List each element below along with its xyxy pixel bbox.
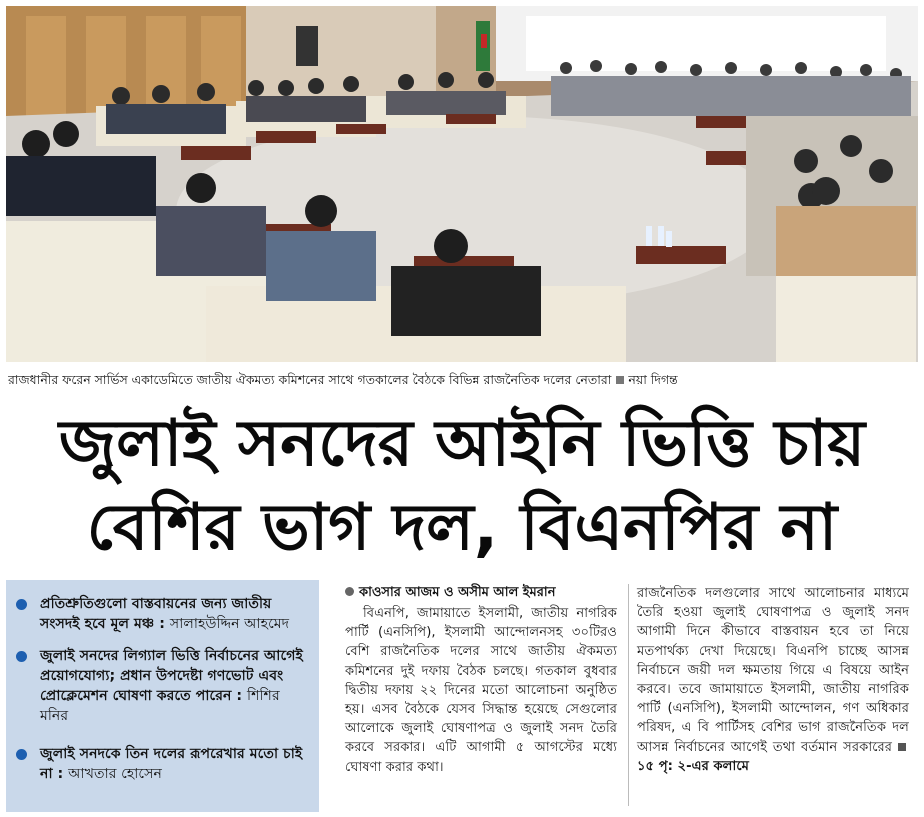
article-column-2 xyxy=(637,584,909,804)
meeting-photo-illustration xyxy=(6,6,918,362)
headline-line-1: জুলাই সনদের আইনি ভিত্তি চায় xyxy=(58,407,866,481)
jump-square-icon xyxy=(898,743,906,751)
highlight-text: জুলাই সনদকে তিন দলের রূপরেখার মতো চাই না : xyxy=(40,746,303,782)
bullet-icon xyxy=(16,599,27,610)
highlight-text: প্রতিশ্রুতিগুলো বাস্তবায়নের জন্য জাতীয় সংসদই হবে মূল মঞ্চ : xyxy=(40,596,272,632)
highlights-box xyxy=(6,580,319,812)
highlight-source: সালাহউদ্দিন আহমেদ xyxy=(169,616,290,632)
highlight-source: শিশির মনির xyxy=(40,688,280,724)
highlight-item xyxy=(16,646,312,726)
photo-caption xyxy=(8,371,918,389)
byline-text: কাওসার আজম ও অসীম আল ইমরান xyxy=(359,585,556,600)
column-divider xyxy=(628,584,629,806)
highlight-text: জুলাই সনদের লিগ্যাল ভিত্তি নির্বাচনের আগেই প্রয়োগযোগ্য; প্রধান উপদেষ্টা গণভোট এবং প্রোক্লেমেশন ঘোষণা করতে পারেন : xyxy=(40,648,303,704)
bullet-icon xyxy=(16,749,27,760)
jump-text: ১৫ পৃ: ২-এর কলামে xyxy=(637,758,749,774)
caption-text: রাজধানীর ফরেন সার্ভিস একাডেমিতে জাতীয় ঐকমত্য কমিশনের সাথে গতকালের বৈঠকে বিভিন্ন রাজনৈতিক দলের নেতারা xyxy=(8,372,612,387)
byline xyxy=(345,584,625,602)
article-column-1: বিএনপি, জামায়াতে ইসলামী, জাতীয় নাগরিক পার্টি (এনসিপি), ইসলামী আন্দোলনসহ ৩০টিরও বেশি রাজনৈতিক দলের সাথে জাতীয় ঐকমত্য কমিশনের দুই দফায় বৈঠক চলছে। গতকাল বুধবার দ্বিতীয় দফায় ২২ দিনের মতো আলোচনা অনুষ্ঠিত হয়। এসব বৈঠকে যেসব সিদ্ধান্ত হয়েছে সেগুলোর আলোকে জুলাই ঘোষণাপত্র ও জুলাই সনদ তৈরি করবে সরকার। এটি আগামী ৫ আগস্টের মধ্যে ঘোষণা করার কথা। xyxy=(345,606,617,775)
highlight-item xyxy=(16,594,312,634)
column-2-text: রাজনৈতিক দলগুলোর সাথে আলোচনার মাধ্যমে তৈরি হওয়া জুলাই ঘোষণাপত্র ও জুলাই সনদ আগামী দিনে কীভাবে বাস্তবায়ন হবে তা নিয়ে মতপার্থক্য দেখা দিয়েছে। বিএনপি চাচ্ছে আসন্ন নির্বাচনে জয়ী দল ক্ষমতায় গিয়ে এ বিষয়ে আইন করবে। তবে জামায়াতে ইসলামী, জাতীয় নাগরিক পার্টি (এনসিপি), ইসলামী আন্দোলন, গণ অধিকার পরিষদ, এ বি পার্টিসহ বেশির ভাগ রাজনৈতিক দল আসন্ন নির্বাচনের আগেই তথা বর্তমান সরকারের xyxy=(637,586,909,755)
highlight-source: আখতার হোসেন xyxy=(68,766,162,782)
headline-line-2: বেশির ভাগ দল, বিএনপির না xyxy=(86,491,838,565)
headline xyxy=(0,402,924,570)
byline-dot-icon xyxy=(345,587,354,596)
highlight-item xyxy=(16,744,312,784)
photo-credit: নয়া দিগন্ত xyxy=(628,372,678,387)
bullet-icon xyxy=(16,651,27,662)
news-photo xyxy=(6,6,918,362)
credit-square-icon xyxy=(616,376,624,384)
